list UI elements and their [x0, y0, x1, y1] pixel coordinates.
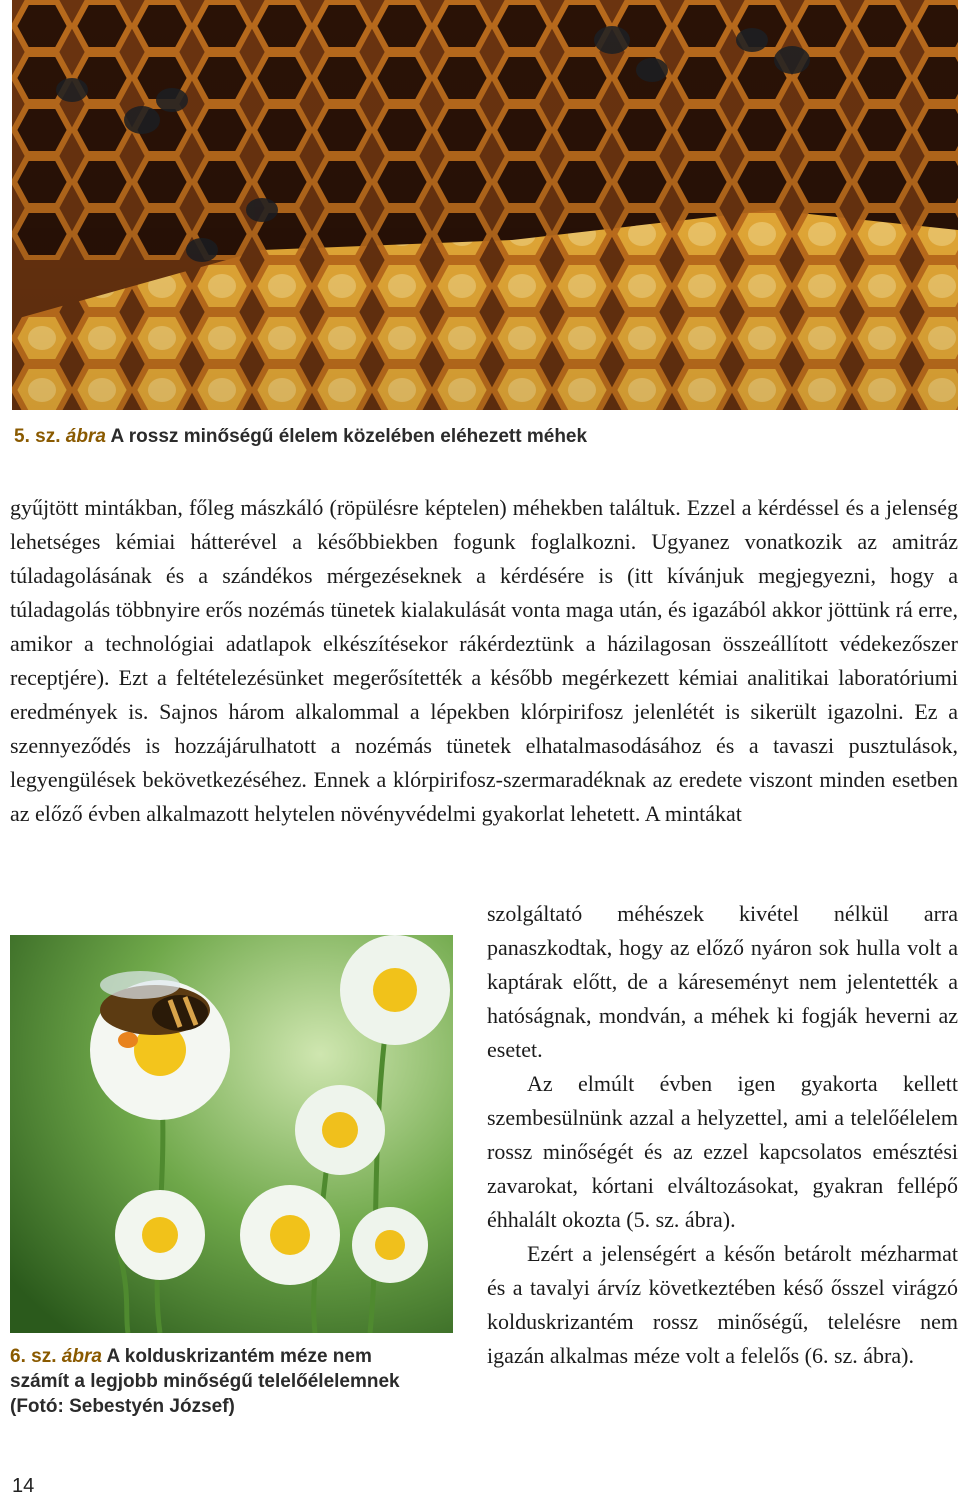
figure-5-caption-text: A rossz minőségű élelem közelében eléhezett méhek — [105, 426, 588, 447]
side-paragraph-2: Az elmúlt évben igen gyakorta kellett szembesülnünk azzal a helyzettel, ami a telelőélelem rossz minőségét és az ezzel kapcsolatos emésztési zavarokat, kórtani elváltozásokat, gyakran fellépő éhhalált okozta (5. sz. ábra). — [487, 1071, 958, 1232]
honeycomb-image — [12, 0, 958, 410]
honeycomb-photo — [12, 0, 958, 410]
bee-flower-image — [10, 935, 453, 1333]
figure-6-caption-line2: számít a legjobb minőségű telelőélelemnek — [10, 1371, 400, 1392]
main-body-text — [10, 491, 958, 831]
figure-6-caption-line3: (Fotó: Sebestyén József) — [10, 1396, 235, 1417]
main-paragraph: gyűjtött mintákban, főleg mászkáló (röpülésre képtelen) méhekben találtuk. Ezzel a kérdéssel és a jelenség lehetséges kémiai hátterével a későbbiekben fogunk foglalkozni. Ugyanez vonatkozik az amitráz túladagolásának és a szándékos mérgezéseknek a kérdésére is (itt kívánjuk megjegyezni, hogy a túladagolás többnyire erős nozémás tünetek kialakulását vonta maga után, és igazából akkor jöttünk rá erre, amikor a technológiai adatlapok elkészítésekor rákérdeztünk a házilagosan összeállított védekezőszer receptjére). Ezt a feltételezésünket megerősítették a később megérkezett kémiai analitikai laboratóriumi eredmények is. Sajnos három alkalommal a lépekben klórpirifosz jelenlétét is sikerült igazolni. Ez a szennyeződés is hozzájárulhatott a nozémás tünetek elhatalmasodásához és a tavaszi pusztulások, legyengülések bekövetkezéséhez. Ennek a klórpirifosz-szermaradéknak az eredete viszont minden esetben az előző évben alkalmazott helytelen növényvédelmi gyakorlat lehetett. A mintákat — [10, 495, 958, 826]
bee-on-flower-photo — [10, 935, 453, 1333]
page-number: 14 — [12, 1475, 35, 1497]
side-column-text — [487, 897, 958, 1373]
figure-6-caption-line1: A kolduskrizantém méze nem — [101, 1346, 372, 1367]
figure-5-number: 5. sz. ábra — [14, 426, 106, 447]
side-paragraph-1: szolgáltató méhészek kivétel nélkül arra panaszkodtak, hogy az előző nyáron sok hulla volt a kaptárak előtt, de a káreseményt nem jelentették a hatóságnak, mondván, a méhek ki fogják heverni az esetet. — [487, 901, 958, 1062]
figure-6-caption — [10, 1344, 460, 1419]
figure-5-caption — [14, 424, 944, 449]
side-paragraph-3: Ezért a jelenségért a későn betárolt mézharmat és a tavalyi árvíz következtében késő ősszel virágzó kolduskrizantém rossz minőségű, telelésre nem igazán alkalmas méze volt a felelős (6. sz. ábra). — [487, 1241, 958, 1368]
figure-6-number: 6. sz. ábra — [10, 1346, 102, 1367]
